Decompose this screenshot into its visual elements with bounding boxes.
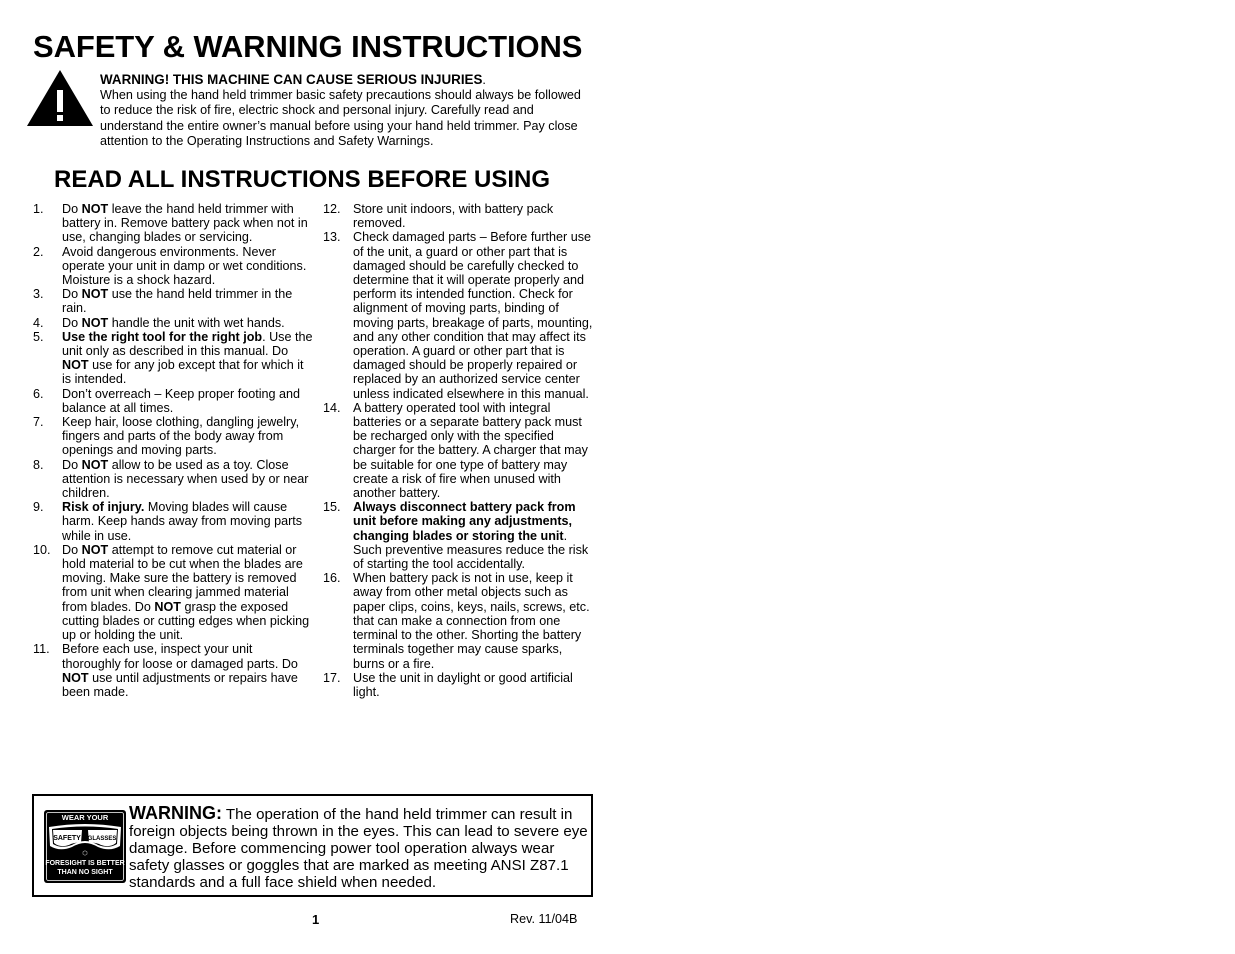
item-number: 16. (323, 571, 341, 586)
item-text: allow to be used as a toy. Close attention is necessary when used by or near children. (62, 457, 309, 501)
instruction-item-13 (323, 230, 593, 400)
instruction-item-11 (33, 642, 313, 699)
instruction-item-2 (33, 245, 313, 288)
item-number: 17. (323, 670, 341, 685)
item-emphasis: NOT (81, 315, 109, 330)
item-number: 8. (33, 457, 44, 472)
item-emphasis: NOT (154, 599, 181, 614)
item-text: attempt to remove cut material or hold material to be cut when the blades are moving. Make sure the battery is removed from unit when clearing jammed material from blades. Do (62, 542, 303, 614)
item-number: 1. (33, 202, 44, 216)
instructions-column-left (33, 202, 313, 699)
item-emphasis: NOT (81, 202, 109, 216)
svg-text:⬡: ⬡ (82, 851, 88, 857)
item-text: leave the hand held trimmer with battery in. Remove battery pack when not in use, changing blades or servicing. (62, 202, 308, 245)
item-text: use the hand held trimmer in the rain. (62, 287, 293, 316)
instruction-item-12 (323, 202, 593, 230)
item-emphasis: Risk of injury. (62, 500, 145, 515)
instruction-item-8 (33, 458, 313, 501)
safety-glasses-icon (44, 810, 126, 883)
item-text: . Use the unit only as described in this manual. Do (62, 329, 313, 359)
item-text: Avoid dangerous environments. Never operate your unit in damp or wet conditions. Moisture is a shock hazard. (62, 244, 307, 288)
item-text: Keep hair, loose clothing, dangling jewelry, fingers and parts of the body away from openings and moving parts. (62, 415, 300, 458)
item-text: Store unit indoors, with battery pack removed. (353, 202, 554, 231)
item-text: grasp the exposed cutting blades or cutting edges when picking up or holding the unit. (62, 599, 310, 643)
item-emphasis: NOT (81, 542, 109, 557)
item-number: 9. (33, 500, 44, 515)
page-title: SAFETY & WARNING INSTRUCTIONS (33, 29, 583, 64)
item-text: Do (62, 457, 82, 472)
instruction-item-5 (33, 330, 313, 387)
sign-left-text: SAFETY (53, 835, 81, 842)
instruction-item-1 (33, 202, 313, 245)
item-text: Use the unit in daylight or good artificial light. (353, 670, 573, 699)
item-number: 13. (323, 230, 341, 245)
revision-label: Rev. 11/04B (510, 912, 578, 926)
section-subtitle: READ ALL INSTRUCTIONS BEFORE USING (54, 166, 551, 193)
instruction-item-4 (33, 316, 313, 330)
instruction-item-16 (323, 571, 593, 670)
warning-body: When using the hand held trimmer basic safety precautions should always be followed to reduce the risk of fire, electric shock and personal injury. Carefully read and understand the entire owner’s manual before using your hand held trimmer. Pay close attention to the Operating Instructions and Safety Warnings. (100, 88, 581, 148)
item-text: . Such preventive measures reduce the risk of starting the tool accidentally. (353, 528, 589, 572)
item-text: Moving blades will cause harm. Keep hands away from moving parts while in use. (62, 500, 303, 543)
item-text: use for any job except that for which it is intended. (62, 358, 304, 387)
item-number: 15. (323, 500, 341, 515)
sign-top-text: WEAR YOUR (61, 813, 109, 822)
item-emphasis: NOT (81, 287, 109, 302)
instruction-item-10 (33, 543, 313, 642)
warning-heading: WARNING! THIS MACHINE CAN CAUSE SERIOUS INJURIES (100, 72, 483, 87)
item-emphasis: NOT (62, 358, 89, 373)
warning-intro (100, 72, 590, 149)
eye-warning-box (32, 794, 593, 897)
item-number: 7. (33, 415, 44, 430)
page-number: 1 (312, 912, 320, 927)
sign-bottom-text-2: THAN NO SIGHT (57, 869, 113, 876)
warning-heading-punct: . (482, 73, 486, 87)
item-text: Do (62, 315, 82, 330)
item-emphasis: NOT (62, 670, 89, 685)
sign-bottom-text-1: FORESIGHT IS BETTER (45, 860, 125, 867)
item-text: When battery pack is not in use, keep it away from other metal objects such as paper clips, coins, keys, nails, screws, etc. that can make a connection from one terminal to the other. Shorting the battery terminals together may cause sparks, burns or a fire. (353, 571, 590, 671)
item-text: Do (62, 287, 82, 302)
item-text: Check damaged parts – Before further use of the unit, a guard or other part that is damaged should be carefully checked to determine that it will operate properly and perform its intended function. Check for alignment of moving parts, binding of moving parts, breakage of parts, mounting, and any other condition that may affect its operation. A guard or other part that is damaged should be properly repaired or replaced by an authorized service center unless indicated elsewhere in this manual. (353, 230, 593, 401)
item-number: 12. (323, 202, 341, 216)
item-text: use until adjustments or repairs have been made. (62, 670, 298, 699)
item-emphasis: Use the right tool for the right job (62, 329, 263, 344)
item-text: Do (62, 542, 82, 557)
item-number: 6. (33, 386, 44, 401)
instruction-item-3 (33, 287, 313, 315)
item-number: 10. (33, 542, 51, 557)
item-text: Before each use, inspect your unit thoroughly for loose or damaged parts. Do (62, 642, 298, 671)
item-number: 4. (33, 315, 44, 330)
item-text: Do (62, 202, 82, 216)
sign-right-text: GLASSES (87, 836, 117, 842)
instruction-item-6 (33, 387, 313, 415)
item-number: 5. (33, 329, 44, 344)
item-text: handle the unit with wet hands. (108, 315, 285, 330)
eye-warning-body: The operation of the hand held trimmer can result in foreign objects being thrown in the eyes. This can lead to severe eye damage. Before commencing power tool operation always wear safety glasses or goggles that are marked as meeting ANSI Z87.1 standards and a full face shield when needed. (129, 806, 588, 891)
instruction-item-9 (33, 500, 313, 543)
item-text: Don’t overreach – Keep proper footing and balance at all times. (62, 386, 301, 415)
item-number: 11. (33, 642, 50, 657)
item-emphasis: NOT (81, 457, 109, 472)
item-number: 3. (33, 287, 44, 302)
item-number: 14. (323, 400, 341, 415)
instruction-item-7 (33, 415, 313, 458)
eye-warning-heading: WARNING: (129, 803, 222, 823)
warning-triangle-icon (26, 69, 94, 127)
instructions-column-right (323, 202, 593, 699)
instruction-item-14 (323, 401, 593, 500)
instruction-item-17 (323, 671, 593, 699)
item-emphasis: Always disconnect battery pack from unit before making any adjustments, changing blades or storing the unit (353, 500, 576, 543)
item-number: 2. (33, 244, 44, 259)
instruction-item-15 (323, 500, 593, 571)
eye-warning-text (129, 805, 591, 891)
item-text: A battery operated tool with integral batteries or a separate battery pack must be recharged only with the specified charger for the battery. A charger that may be suitable for one type of battery may create a risk of fire when unused with another battery. (353, 400, 588, 501)
